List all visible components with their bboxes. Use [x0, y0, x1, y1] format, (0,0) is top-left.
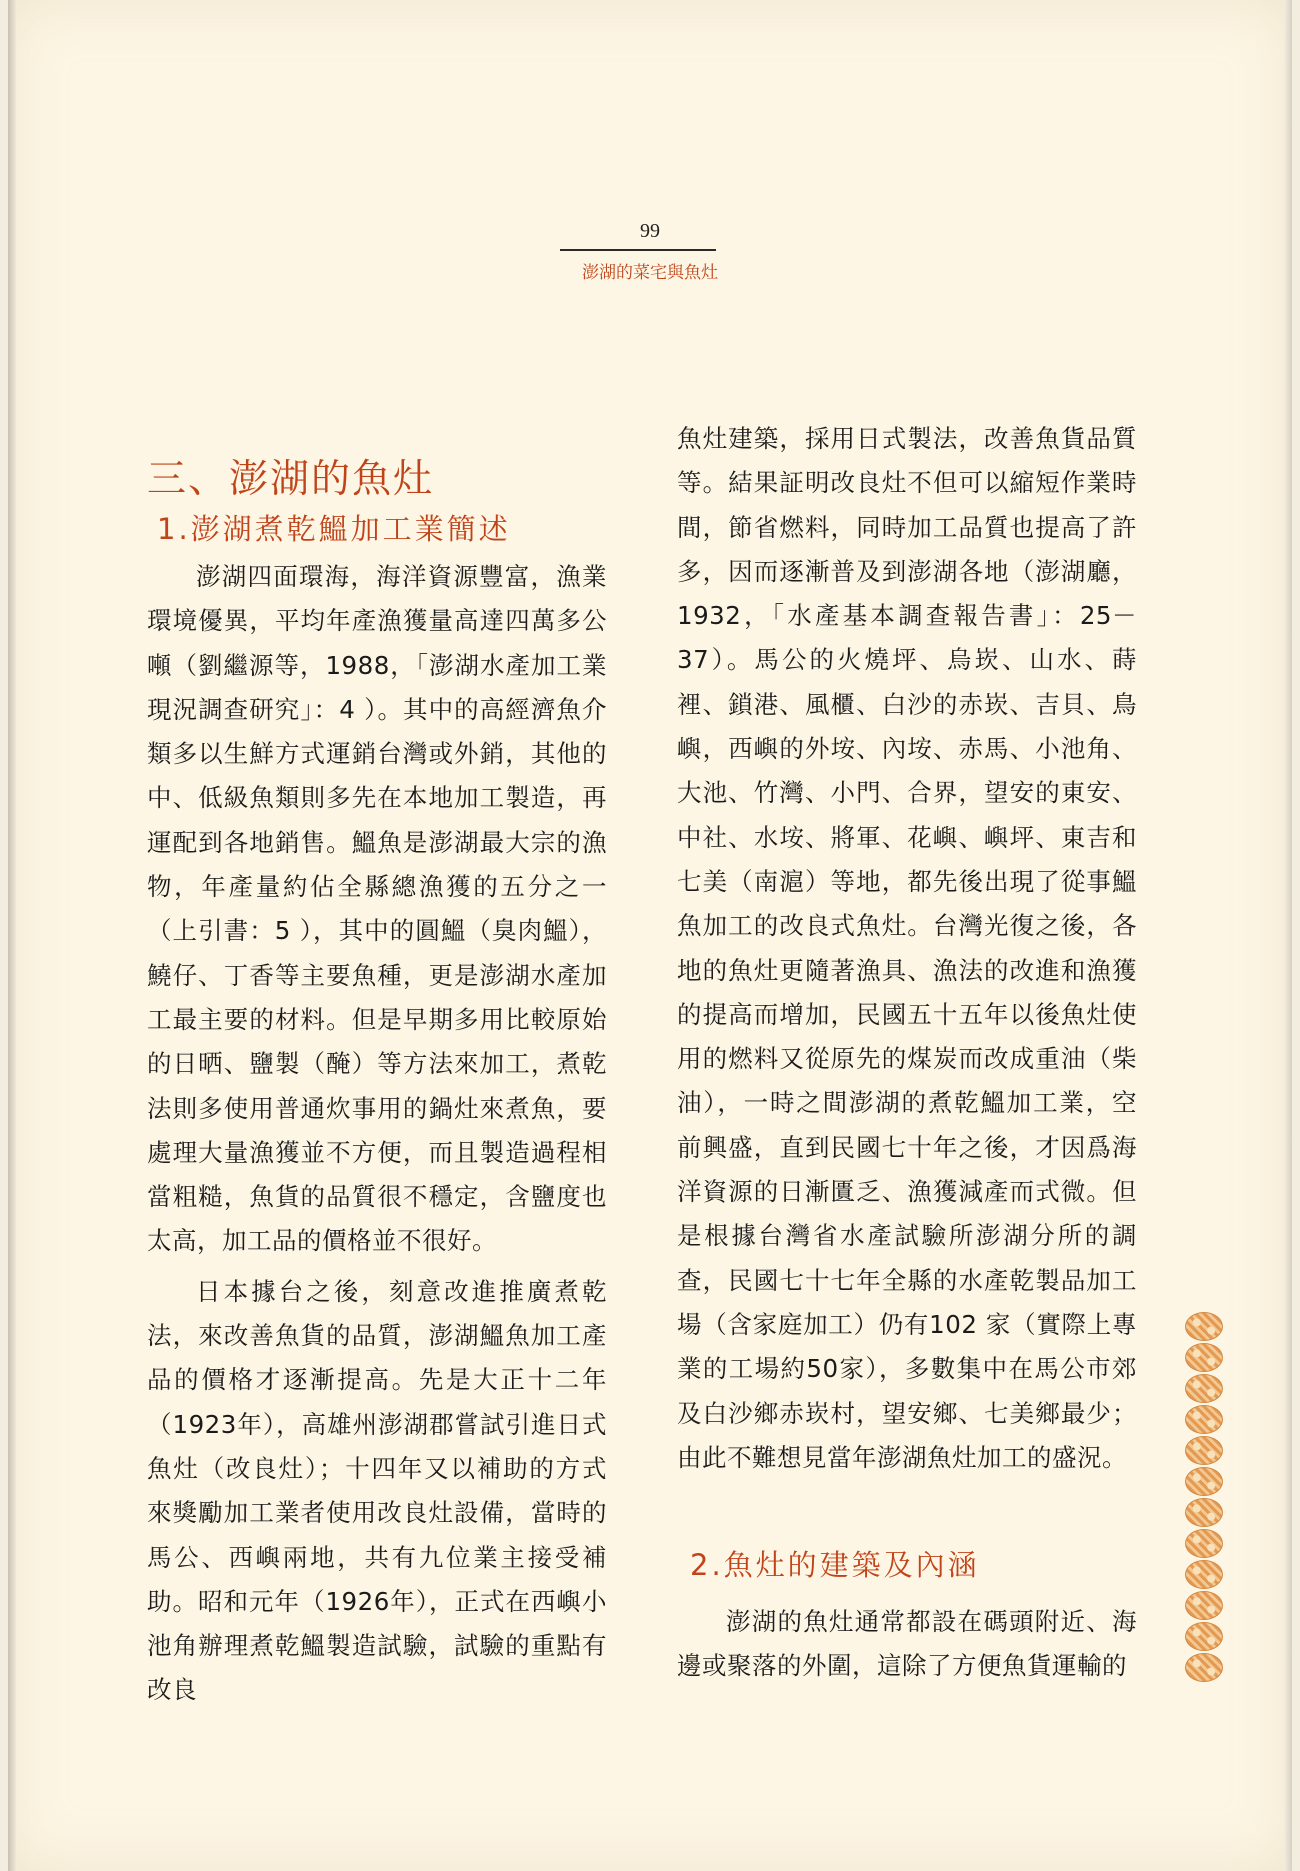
right-column-continued: [677, 1600, 1137, 1689]
subsection-title-2: 2.魚灶的建築及內涵: [690, 1548, 980, 1582]
bead-ornament-icon: [1185, 1622, 1223, 1651]
bead-ornament-icon: [1185, 1312, 1223, 1341]
section-title: 三、澎湖的魚灶: [147, 457, 435, 502]
running-head: 澎湖的菜宅與魚灶: [582, 263, 718, 283]
paragraph: 澎湖的魚灶通常都設在碼頭附近、海邊或聚落的外圍，這除了方便魚貨運輸的: [677, 1607, 1137, 1681]
paragraph: 日本據台之後，刻意改進推廣煮乾法，來改善魚貨的品質，澎湖鰮魚加工產品的價格才逐漸提高。先是大正十二年（1923年），高雄州澎湖郡嘗試引進日式魚灶（改良灶）；十四年又以補助的方式來獎勵加工業者使用改良灶設備，當時的馬公、西嶼兩地，共有九位業主接受補助。昭和元年（1926年），正式在西嶼小池角辦理煮乾鰮製造試驗，試驗的重點有改良: [147, 1276, 607, 1705]
header-rule: [560, 249, 716, 251]
right-column: [677, 417, 1137, 1480]
paragraph: 澎湖四面環海，海洋資源豐富，漁業環境優異，平均年產漁獲量高達四萬多公噸（劉繼源等，1988，「澎湖水產加工業現況調查研究」：4 ）。其中的高經濟魚介類多以生鮮方式運銷台灣或外銷，其他的中、低級魚類則多先在本地加工製造，再運配到各地銷售。鰮魚是澎湖最大宗的漁物，年產量約佔全縣總漁獲的五分之一（上引書：5 ），其中的圓鰮（臭肉鰮），鱙仔、丁香等主要魚種，更是澎湖水產加工最主要的材料。但是早期多用比較原始的日晒、鹽製（醃）等方法來加工，煮乾法則多使用普通炊事用的鍋灶來煮魚，要處理大量漁獲並不方便，而且製造過程相當粗糙，魚貨的品質很不穩定，含鹽度也太高，加工品的價格並不很好。: [147, 562, 607, 1256]
bead-ornament-icon: [1185, 1467, 1223, 1496]
bead-ornament-icon: [1185, 1405, 1223, 1434]
subsection-title-1: 1.澎湖煮乾鰮加工業簡述: [157, 512, 511, 546]
bead-ornament-icon: [1185, 1529, 1223, 1558]
bead-ornament-icon: [1185, 1591, 1223, 1620]
bead-ornament-icon: [1185, 1560, 1223, 1589]
left-column: [147, 555, 607, 1713]
bead-ornament-icon: [1185, 1343, 1223, 1372]
bead-ornament-icon: [1185, 1436, 1223, 1465]
paragraph: 魚灶建築，採用日式製法，改善魚貨品質等。結果証明改良灶不但可以縮短作業時間，節省燃料，同時加工品質也提高了許多，因而逐漸普及到澎湖各地（澎湖廳，1932，「水產基本調查報告書」：25－37）。馬公的火燒坪、烏崁、山水、蒔裡、鎖港、風櫃、白沙的赤崁、吉貝、鳥嶼，西嶼的外垵、內垵、赤馬、小池角、大池、竹灣、小門、合界，望安的東安、中社、水垵、將軍、花嶼、嶼坪、東吉和七美（南滬）等地，都先後出現了從事鰮魚加工的改良式魚灶。台灣光復之後，各地的魚灶更隨著漁具、漁法的改進和漁獲的提高而增加，民國五十五年以後魚灶使用的燃料又從原先的煤炭而改成重油（柴油），一時之間澎湖的煮乾鰮加工業，空前興盛，直到民國七十年之後，才因爲海洋資源的日漸匱乏、漁獲減產而式微。但是根據台灣省水產試驗所澎湖分所的調查，民國七十七年全縣的水產乾製品加工場（含家庭加工）仍有102 家（實際上專業的工場約50家），多數集中在馬公市郊及白沙鄉赤崁村，望安鄉、七美鄉最少；由此不難想見當年澎湖魚灶加工的盛況。: [677, 424, 1137, 1472]
bead-ornament-icon: [1185, 1374, 1223, 1403]
bead-ornament-icon: [1185, 1498, 1223, 1527]
bead-ornament-icon: [1185, 1653, 1223, 1682]
page-number: 99: [640, 220, 660, 242]
decorative-bead-border: [1182, 1312, 1226, 1684]
